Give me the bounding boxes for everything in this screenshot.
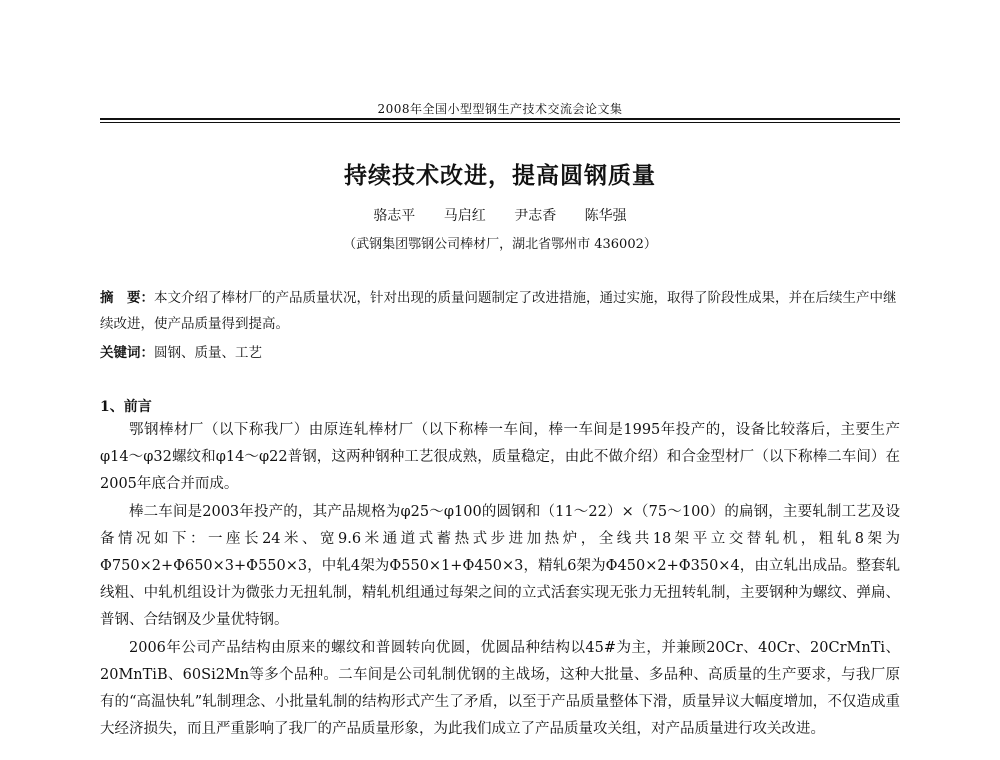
body-paragraph: 鄂钢棒材厂（以下称我厂）由原连轧棒材厂（以下称棒一车间，棒一车间是1995年投产的，设备比较落后，主要生产φ14～φ32螺纹和φ14～φ22普钢，这两种钢种工艺很成熟，质量稳定，由此不做介绍）和合金型材厂（以下称棒二车间）在2005年底合并而成。 [100,422,900,492]
affiliation: （武钢集团鄂钢公司棒材厂，湖北省鄂州市 436002） [343,237,657,252]
abstract-label: 摘 要： [100,290,154,306]
paper-title: 持续技术改进，提高圆钢质量 [344,162,656,189]
abstract [100,285,900,337]
author: 尹志香 [514,208,557,224]
body-paragraph: 2006年公司产品结构由原来的螺纹和普圆转向优圆，优圆品种结构以45#为主，并兼顾20Cr、40Cr、20CrMnTi、20MnTiB、60Si2Mn等多个品种。二车间是公司轧制优钢的主战场，这种大批量、多品种、高质量的生产要求，与我厂原有的“高温快轧”轧制理念、小批量轧制的结构形式产生了矛盾，以至于产品质量整体下滑，质量异议大幅度增加，不仅造成重大经济损失，而且严重影响了我厂的产品质量形象，为此我们成立了产品质量攻关组，对产品质量进行攻关改进。 [100,640,900,737]
author-list [100,205,900,225]
header-rule-thick [100,118,900,120]
author: 陈华强 [584,208,627,224]
keywords-text: 圆钢、质量、工艺 [154,345,262,361]
body-paragraph: 棒二车间是2003年投产的，其产品规格为φ25～φ100的圆钢和（11～22）×（75～100）的扁钢，主要轧制工艺及设备情况如下：一座长24米、宽9.6米通道式蓄热式步进加热炉，全线共18架平立交替轧机，粗轧8架为Φ750×2+Φ650×3+Φ550×3，中轧4架为Φ550×1+Φ450×3，精轧6架为Φ450×2+Φ350×4，由立轧出成品。整套轧线粗、中轧机组设计为微张力无扭轧制，精轧机组通过每架之间的立式活套实现无张力无扭转轧制，主要钢种为螺纹、弹扁、普钢、合结钢及少量优特钢。 [100,504,900,628]
keywords-label: 关键词： [100,345,154,361]
running-header: 2008年全国小型型钢生产技术交流会论文集 [377,102,623,116]
abstract-text: 本文介绍了棒材厂的产品质量状况，针对出现的质量问题制定了改进措施，通过实施，取得了阶段性成果，并在后续生产中继续改进，使产品质量得到提高。 [100,290,897,332]
keywords [100,341,900,361]
author: 马启红 [443,208,486,224]
section-heading: 1、前言 [100,399,152,415]
author: 骆志平 [373,208,416,224]
header-rule-thin [100,122,900,123]
